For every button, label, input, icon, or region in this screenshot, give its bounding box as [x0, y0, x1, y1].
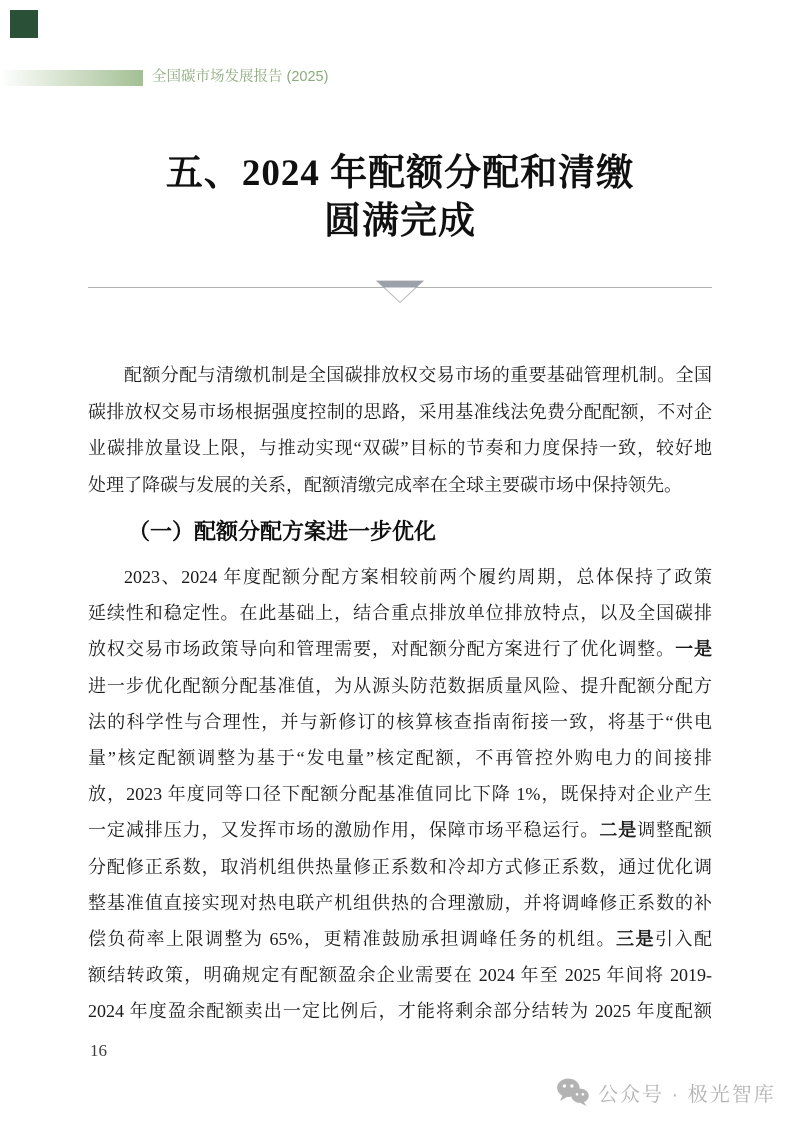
chapter-title-line2: 圆满完成: [324, 201, 476, 242]
body-paragraph: [88, 559, 712, 1029]
text-line: 分配修正系数，取消机组供热量修正系数和冷却方式修正系数，通过优化调: [88, 856, 712, 877]
text-line: 业碳排放量设上限，与推动实现“双碳”目标的节奏和力度保持一致，较好地: [88, 438, 712, 459]
text-line: 偿负荷率上限调整为 65%，更精准鼓励承担调峰任务的机组。三是引入配: [88, 928, 712, 949]
text-line: 延续性和稳定性。在此基础上，结合重点排放单位排放特点，以及全国碳排: [88, 603, 712, 624]
chapter-title-line1: 五、2024 年配额分配和清缴: [165, 153, 635, 194]
text-line: 法的科学性与合理性，并与新修订的核算核查指南衔接一致，将基于“供电: [88, 711, 712, 732]
report-title: 全国碳市场发展报告 (2025): [152, 69, 329, 85]
chapter-title: [0, 150, 800, 246]
corner-accent-square: [10, 10, 38, 38]
watermark-text: 公众号 · 极光智库: [598, 1083, 776, 1106]
divider-arrow-icon: [376, 280, 424, 304]
watermark: [556, 1075, 786, 1109]
text-line: 整基准值直接实现对热电联产机组供热的合理激励，并将调峰修正系数的补: [88, 892, 712, 913]
intro-paragraph: [88, 357, 712, 503]
text-line: 处理了降碳与发展的关系，配额清缴完成率在全球主要碳市场中保持领先。: [88, 474, 682, 495]
text-line: 碳排放权交易市场根据强度控制的思路，采用基准线法免费分配配额，不对企: [88, 401, 712, 422]
header-gradient-bar: [0, 70, 143, 86]
wechat-icon: [556, 1077, 590, 1107]
text-line: 2023、2024 年度配额分配方案相较前两个履约周期，总体保持了政策: [124, 567, 712, 587]
text-line: 配额分配与清缴机制是全国碳排放权交易市场的重要基础管理机制。全国: [124, 365, 712, 385]
text-line: 放，2023 年度同等口径下配额分配基准值同比下降 1%，既保持对企业产生: [88, 784, 712, 805]
section-heading: （一）配额分配方案进一步优化: [128, 519, 437, 544]
text-line: 进一步优化配额分配基准值，为从源头防范数据质量风险、提升配额分配方: [88, 675, 712, 696]
text-line: 2024 年度盈余配额卖出一定比例后，才能将剩余部分结转为 2025 年度配额: [88, 1001, 712, 1022]
text-line: 量”核定配额调整为基于“发电量”核定配额，不再管控外购电力的间接排: [88, 747, 712, 768]
text-line: 额结转政策，明确规定有配额盈余企业需要在 2024 年至 2025 年间将 2019-: [88, 965, 712, 986]
text-line: 一定减排压力，又发挥市场的激励作用，保障市场平稳运行。二是调整配额: [88, 820, 712, 841]
text-line: 放权交易市场政策导向和管理需要，对配额分配方案进行了优化调整。一是: [88, 639, 712, 660]
page-number: 16: [90, 1041, 107, 1060]
